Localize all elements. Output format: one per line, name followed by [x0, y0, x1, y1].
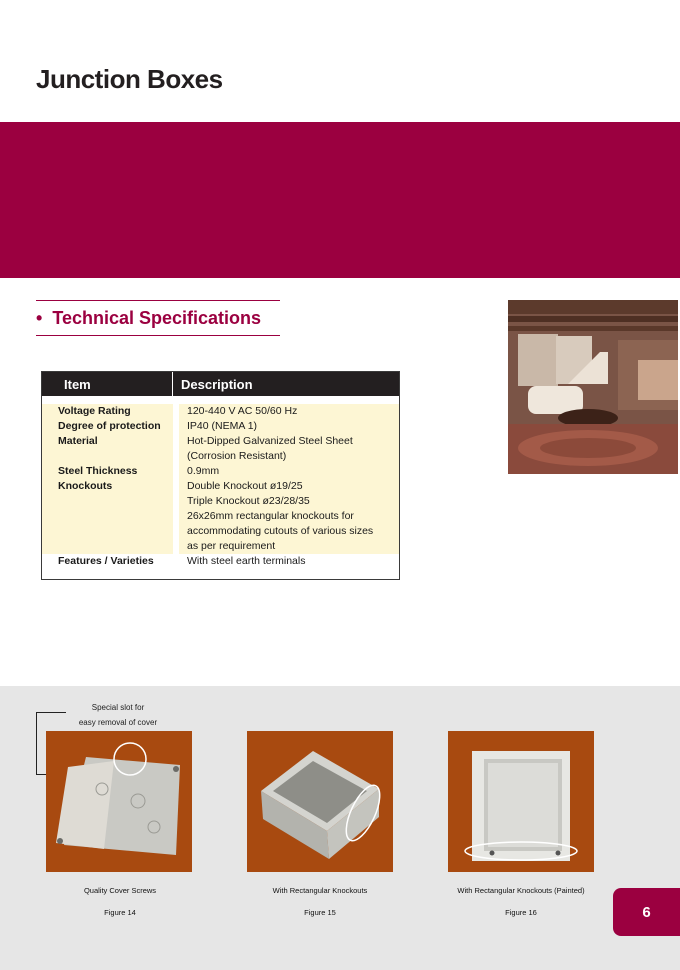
row-description — [179, 554, 399, 569]
table-row — [42, 434, 399, 464]
callout-line-2: easy removal of cover — [78, 718, 158, 727]
description-line: 0.9mm — [187, 465, 220, 477]
row-description — [179, 419, 399, 434]
page-number: 6 — [642, 903, 651, 921]
table-row — [42, 464, 399, 479]
table-row — [42, 404, 399, 419]
page-number-tab — [613, 888, 680, 936]
row-item: Material — [42, 434, 173, 464]
table-header-row — [42, 372, 399, 396]
row-item: Features / Varieties — [42, 554, 173, 569]
row-item: Knockouts — [42, 479, 173, 554]
figure-14-image — [46, 731, 192, 872]
callout-leader — [36, 712, 37, 774]
figure-16-label: Figure 16 — [505, 908, 537, 917]
description-line: 120-440 V AC 50/60 Hz — [187, 405, 298, 417]
description-line: Triple Knockout ø23/28/35 — [187, 495, 310, 507]
figure-15-caption: With Rectangular Knockouts — [272, 886, 368, 895]
row-item: Degree of protection — [42, 419, 173, 434]
technical-specs-table — [41, 371, 400, 580]
description-line: Hot-Dipped Galvanized Steel Sheet — [187, 435, 353, 447]
row-item: Voltage Rating — [42, 404, 173, 419]
bullet-icon: • — [36, 307, 43, 328]
header-description: Description — [181, 376, 253, 392]
row-item: Steel Thickness — [42, 464, 173, 479]
page-title: Junction Boxes — [36, 64, 223, 94]
figure-16-image — [448, 731, 594, 872]
table-row — [42, 554, 399, 569]
header-item: Item — [42, 372, 173, 396]
callout-line-1: Special slot for — [91, 703, 145, 712]
figure-15-image — [247, 731, 393, 872]
description-line: IP40 (NEMA 1) — [187, 420, 258, 432]
description-line: With steel earth terminals — [187, 555, 306, 567]
table-row — [42, 479, 399, 554]
description-line: 26x26mm rectangular knockouts for — [187, 510, 354, 522]
figure-14-caption: Quality Cover Screws — [83, 886, 157, 895]
interior-room-photo — [508, 300, 678, 474]
row-description — [179, 404, 399, 419]
callout-annotation — [56, 700, 180, 730]
description-line: as per requirement — [187, 540, 276, 552]
figure-15-label: Figure 15 — [304, 908, 336, 917]
row-description — [179, 464, 399, 479]
table-row — [42, 419, 399, 434]
row-description — [179, 479, 399, 554]
callout-leader — [36, 712, 66, 713]
figure-16-caption: With Rectangular Knockouts (Painted) — [457, 886, 585, 895]
description-line: Double Knockout ø19/25 — [187, 480, 303, 492]
section-heading — [36, 300, 280, 336]
figure-14-label: Figure 14 — [104, 908, 136, 917]
section-heading-label: Technical Specifications — [52, 307, 262, 328]
brand-banner — [0, 122, 680, 278]
table-body — [42, 396, 399, 579]
row-description — [179, 434, 399, 464]
description-line: accommodating cutouts of various sizes — [187, 525, 374, 537]
description-line: (Corrosion Resistant) — [187, 450, 287, 462]
